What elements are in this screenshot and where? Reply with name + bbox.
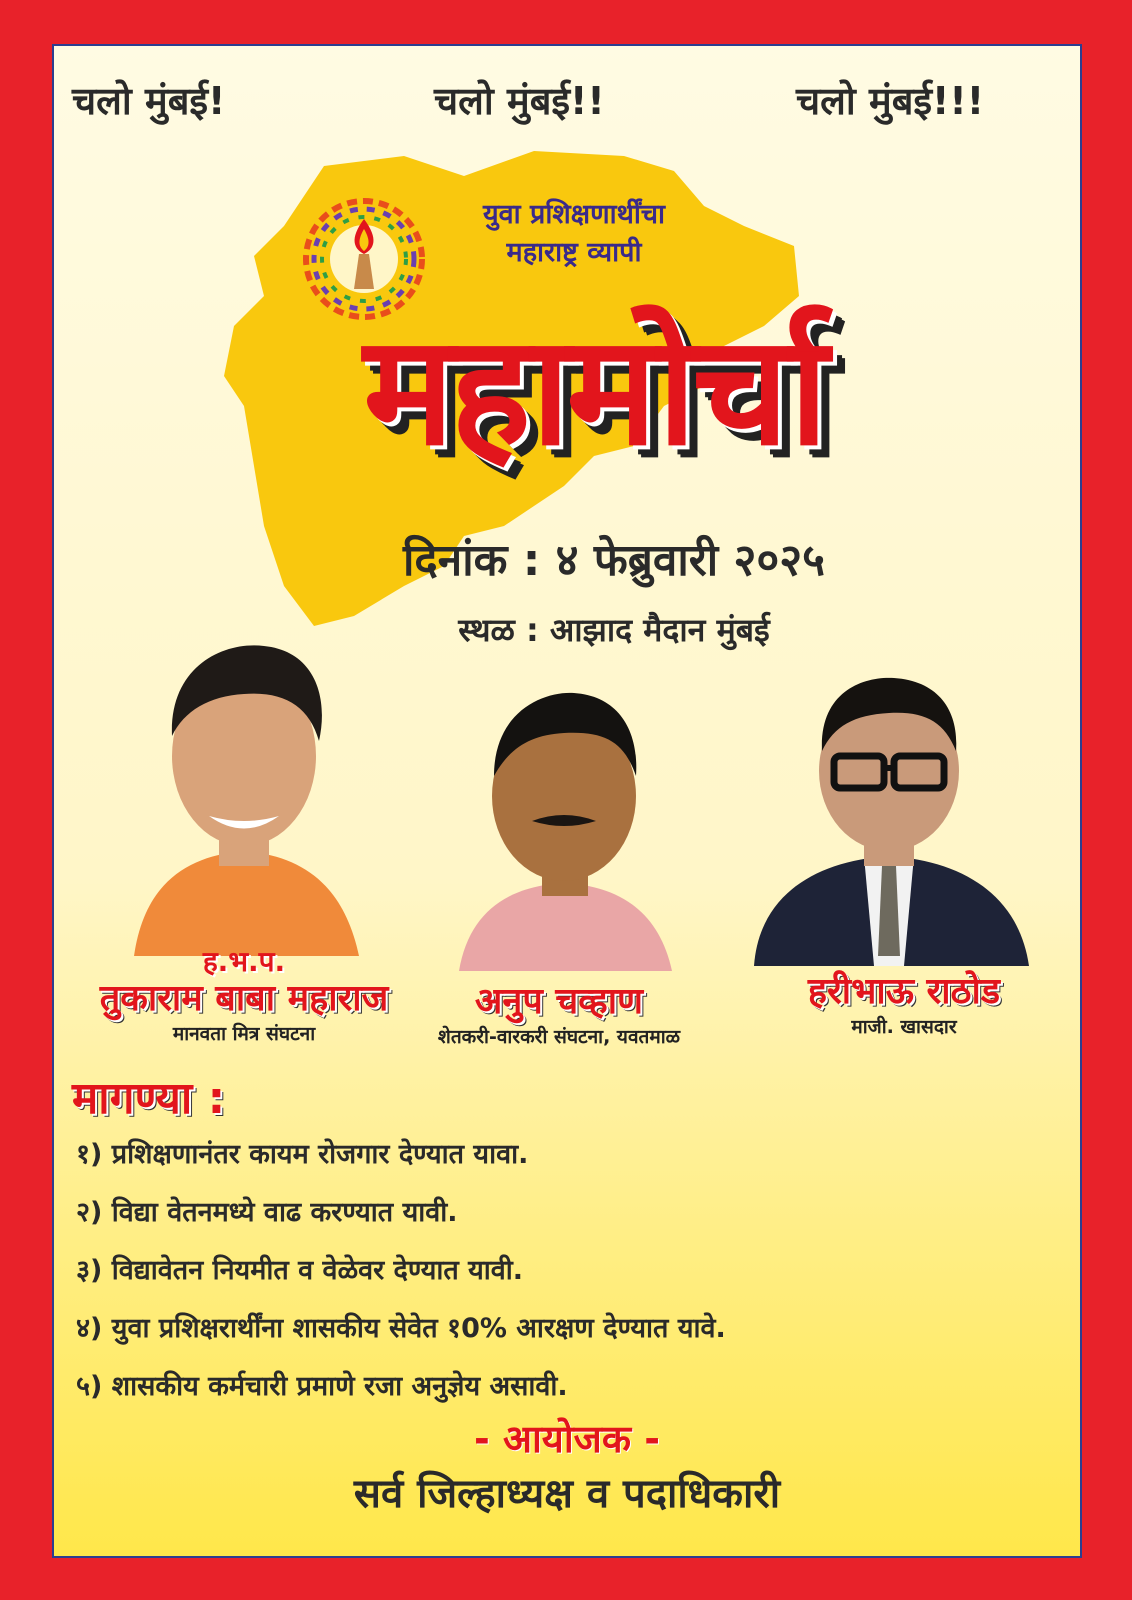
poster — [52, 44, 1082, 1558]
person-caption-2 — [384, 981, 734, 1051]
person-photo-1 — [114, 626, 374, 956]
person-photo-3 — [744, 656, 1034, 966]
event-subtitle — [424, 196, 724, 272]
organizer-name: सर्व जिल्हाध्यक्ष व पदाधिकारी — [353, 1471, 781, 1517]
slogan-right: चलो मुंबई!!! — [796, 79, 985, 123]
subtitle-line-1: युवा प्रशिक्षणार्थींचा — [482, 199, 666, 230]
slogan-left: चलो मुंबई! — [72, 79, 226, 123]
person-name-1: तुकाराम बाबा महाराज — [99, 978, 389, 1019]
demand-item: १) प्रशिक्षणानंतर कायम रोजगार देण्यात यावा. — [76, 1139, 529, 1170]
person-honorific-1: ह.भ.प. — [202, 945, 286, 978]
event-title: महामोर्चा — [363, 302, 825, 479]
person-org-1: मानवता मित्र संघटना — [172, 1023, 316, 1045]
person-caption-1 — [74, 946, 414, 1048]
person-caption-3 — [754, 971, 1054, 1041]
event-date: दिनांक : ४ फेब्रुवारी २०२५ — [403, 535, 825, 586]
demands-title: मागण्या : — [72, 1073, 226, 1124]
event-venue: स्थळ : आझाद मैदान मुंबई — [458, 611, 770, 649]
person-name-2: अनुप चव्हाण — [474, 981, 644, 1022]
person-org-3: माजी. खासदार — [851, 1016, 957, 1038]
person-name-3: हरीभाऊ राठोड — [807, 971, 1001, 1012]
subtitle-line-2: महाराष्ट्र व्यापी — [506, 237, 642, 268]
demands-list — [76, 1126, 726, 1416]
demand-item: ३) विद्यावेतन नियमीत व वेळेवर देण्यात यावी. — [76, 1255, 524, 1286]
organizer-title: - आयोजक - — [473, 1417, 661, 1461]
demand-item: ४) युवा प्रशिक्षरार्थींना शासकीय सेवेत १0% आरक्षण देण्यात यावे. — [76, 1313, 726, 1344]
person-org-2: शेतकरी-वारकरी संघटना, यवतमाळ — [437, 1026, 681, 1048]
slogan-center: चलो मुंबई!! — [434, 79, 605, 123]
demand-item: ५) शासकीय कर्मचारी प्रमाणे रजा अनुज्ञेय असावी. — [76, 1371, 568, 1402]
demand-item: २) विद्या वेतनमध्ये वाढ करण्यात यावी. — [76, 1197, 458, 1228]
person-photo-2 — [444, 671, 684, 971]
